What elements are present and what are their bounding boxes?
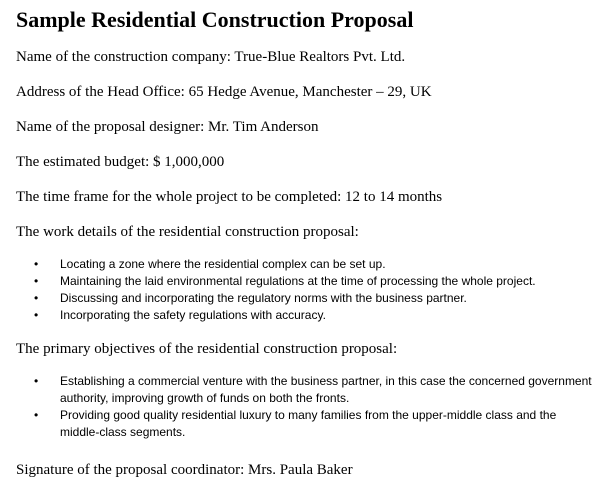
bullet-icon: • <box>34 308 39 322</box>
list-item-text: Maintaining the laid environmental regulations at the time of processing the whole project. <box>60 274 536 288</box>
bullet-icon: • <box>34 408 39 422</box>
list-item <box>16 256 594 273</box>
list-item-text: Establishing a commercial venture with the business partner, in this case the concerned government authority, improving growth of funds on both the fronts. <box>60 374 592 405</box>
work-details-heading: The work details of the residential construction proposal: <box>16 224 359 240</box>
head-office-address-line: Address of the Head Office: 65 Hedge Avenue, Manchester – 29, UK <box>16 84 432 100</box>
proposal-designer-line: Name of the proposal designer: Mr. Tim Anderson <box>16 119 319 135</box>
company-name-line: Name of the construction company: True-Blue Realtors Pvt. Ltd. <box>16 49 406 65</box>
list-item <box>16 407 594 441</box>
bullet-icon: • <box>34 291 39 305</box>
list-item-text: Discussing and incorporating the regulatory norms with the business partner. <box>60 291 467 305</box>
list-item <box>16 273 594 290</box>
work-details-list <box>16 256 594 324</box>
list-item <box>16 307 594 324</box>
list-item <box>16 373 594 407</box>
time-frame-line: The time frame for the whole project to be completed: 12 to 14 months <box>16 189 443 205</box>
signature-line: Signature of the proposal coordinator: Mrs. Paula Baker <box>16 462 353 478</box>
bullet-icon: • <box>34 274 39 288</box>
objectives-heading: The primary objectives of the residential construction proposal: <box>16 341 398 357</box>
objectives-list <box>16 373 594 441</box>
list-item-text: Incorporating the safety regulations with accuracy. <box>60 308 326 322</box>
bullet-icon: • <box>34 257 39 271</box>
list-item-text: Locating a zone where the residential complex can be set up. <box>60 257 386 271</box>
estimated-budget-line: The estimated budget: $ 1,000,000 <box>16 154 225 170</box>
document-page <box>16 6 594 496</box>
list-item-text: Providing good quality residential luxury to many families from the upper-middle class and the middle-class segments. <box>60 408 557 439</box>
list-item <box>16 290 594 307</box>
bullet-icon: • <box>34 374 39 388</box>
document-title: Sample Residential Construction Proposal <box>16 7 414 32</box>
